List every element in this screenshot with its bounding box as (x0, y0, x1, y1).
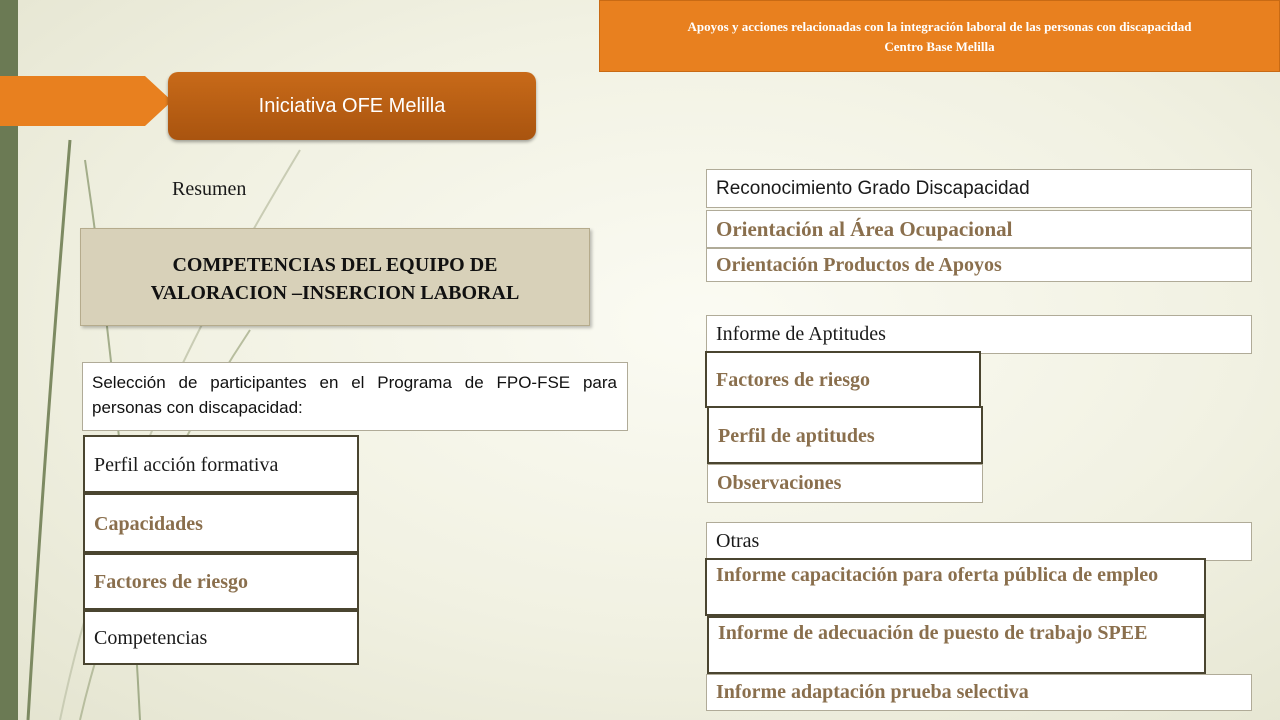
factores-riesgo-left-box: Factores de riesgo (83, 553, 359, 610)
perfil-accion-formativa-box: Perfil acción formativa (83, 435, 359, 493)
observaciones-box: Observaciones (707, 464, 983, 503)
resumen-label: Resumen (172, 178, 247, 200)
otras-box: Otras (706, 522, 1252, 561)
factores-riesgo-right-box: Factores de riesgo (705, 351, 981, 408)
competencias-line-2: VALORACION –INSERCION LABORAL (150, 282, 520, 304)
orientacion-area-box: Orientación al Área Ocupacional (706, 210, 1252, 248)
header-subtitle: Centro Base Melilla (884, 39, 995, 54)
initiative-button[interactable]: Iniciativa OFE Melilla (168, 72, 536, 140)
header-banner (599, 0, 1280, 72)
perfil-aptitudes-box: Perfil de aptitudes (707, 406, 983, 464)
reconocimiento-grado-box: Reconocimiento Grado Discapacidad (706, 169, 1252, 208)
orientacion-productos-box: Orientación Productos de Apoyos (706, 248, 1252, 282)
competencias-item-box: Competencias (83, 610, 359, 665)
competencias-line-1: COMPETENCIAS DEL EQUIPO DE (172, 254, 498, 276)
informe-capacitacion-box: Informe capacitación para oferta pública de empleo (705, 558, 1206, 616)
informe-aptitudes-box: Informe de Aptitudes (706, 315, 1252, 354)
informe-adecuacion-box: Informe de adecuación de puesto de trabajo SPEE (707, 616, 1206, 674)
orange-arrow-shape (0, 76, 172, 126)
seleccion-description-box: Selección de participantes en el Programa de FPO-FSE para personas con discapacidad: (82, 362, 628, 431)
capacidades-box: Capacidades (83, 493, 359, 553)
competencias-title-box (80, 228, 590, 326)
informe-adaptacion-box: Informe adaptación prueba selectiva (706, 674, 1252, 711)
header-title: Apoyos y acciones relacionadas con la integración laboral de las personas con discapacidad (687, 19, 1192, 34)
